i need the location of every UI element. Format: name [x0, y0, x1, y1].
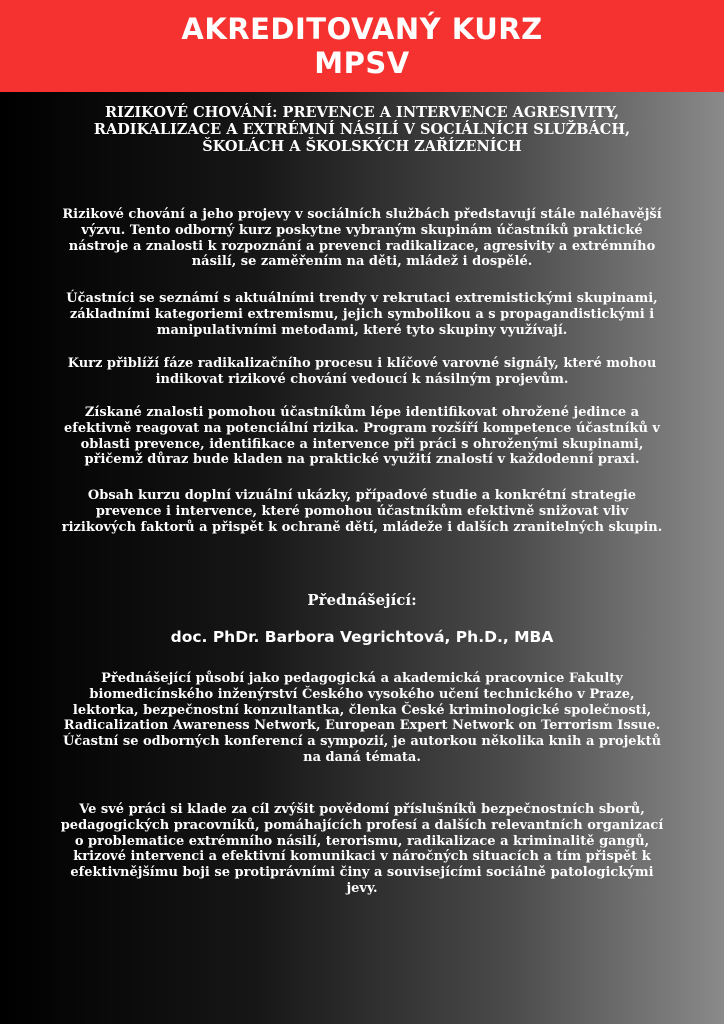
banner-title-line-1: AKREDITOVANÝ KURZ — [181, 12, 543, 46]
course-title: RIZIKOVÉ CHOVÁNÍ: PREVENCE A INTERVENCE AGRESIVITY, RADIKALIZACE A EXTRÉMNÍ NÁSILÍ V SOCIÁLNÍCH SLUŽBÁCH, ŠKOLÁCH A ŠKOLSKÝCH ZAŘÍZENÍCH — [93, 104, 631, 155]
lecturer-bio-paragraph-1: Přednášející působí jako pedagogická a akademická pracovnice Fakulty biomedicínského inženýrství Českého vysokého učení technického v Praze, lektorka, bezpečnostní konzultantka, členka České kriminologické společnosti, Radicalization Awareness Network, European Expert Network on Terrorism Issue. Účastní se odborných konferencí a sympozií, je autorkou několika knih a projektů na daná témata. — [62, 671, 662, 765]
description-paragraph-1: Rizikové chování a jeho projevy v sociálních službách představují stále naléhavější výzvu. Tento odborný kurz poskytne vybraným skupinám účastníků praktické nástroje a znalosti k rozpoznání a prevenci radikalizace, agresivity a extrémního násilí, se zaměřením na děti, mládež i dospělé. — [62, 207, 662, 270]
description-paragraph-3: Kurz přiblíží fáze radikalizačního procesu i klíčové varovné signály, které mohou indikovat rizikové chování vedoucí k násilným projevům. — [67, 356, 657, 387]
banner-title-line-2: MPSV — [314, 46, 410, 80]
description-paragraph-2: Účastníci se seznámí s aktuálními trendy v rekrutaci extremistickými skupinami, základními kategoriemi extremismu, jejich symbolikou a s propagandistickými i manipulativními metodami, které tyto skupiny využívají. — [66, 291, 658, 338]
description-paragraph-5: Obsah kurzu doplní vizuální ukázky, případové studie a konkrétní strategie prevence i intervence, které pomohou účastníkům efektivně snižovat vliv rizikových faktorů a přispět k ochraně dětí, mládeže i dalších zranitelných skupin. — [61, 488, 663, 535]
lecturer-heading: Přednášející: — [307, 591, 417, 609]
lecturer-bio-paragraph-2: Ve své práci si klade za cíl zvýšit povědomí příslušníků bezpečnostních sborů, pedagogických pracovníků, pomáhajících profesí a dalších relevantních organizací o problematice extrémního násilí, terorismu, radikalizace a kriminalitě gangů, krizové intervenci a efektivní komunikaci v náročných situacích a tím přispět k efektivnějšímu boji se protiprávními činy a souvisejícími sociálně patologickými jevy. — [60, 802, 664, 896]
lecturer-name: doc. PhDr. Barbora Vegrichtová, Ph.D., MBA — [170, 628, 554, 646]
description-paragraph-4: Získané znalosti pomohou účastníkům lépe identifikovat ohrožené jedince a efektivně reagovat na potenciální rizika. Program rozšíří kompetence účastníků v oblasti prevence, identifikace a intervence při práci s ohroženými skupinami, přičemž důraz bude kladen na praktické využití znalostí v každodenní praxi. — [63, 405, 660, 468]
header-banner — [0, 0, 724, 92]
